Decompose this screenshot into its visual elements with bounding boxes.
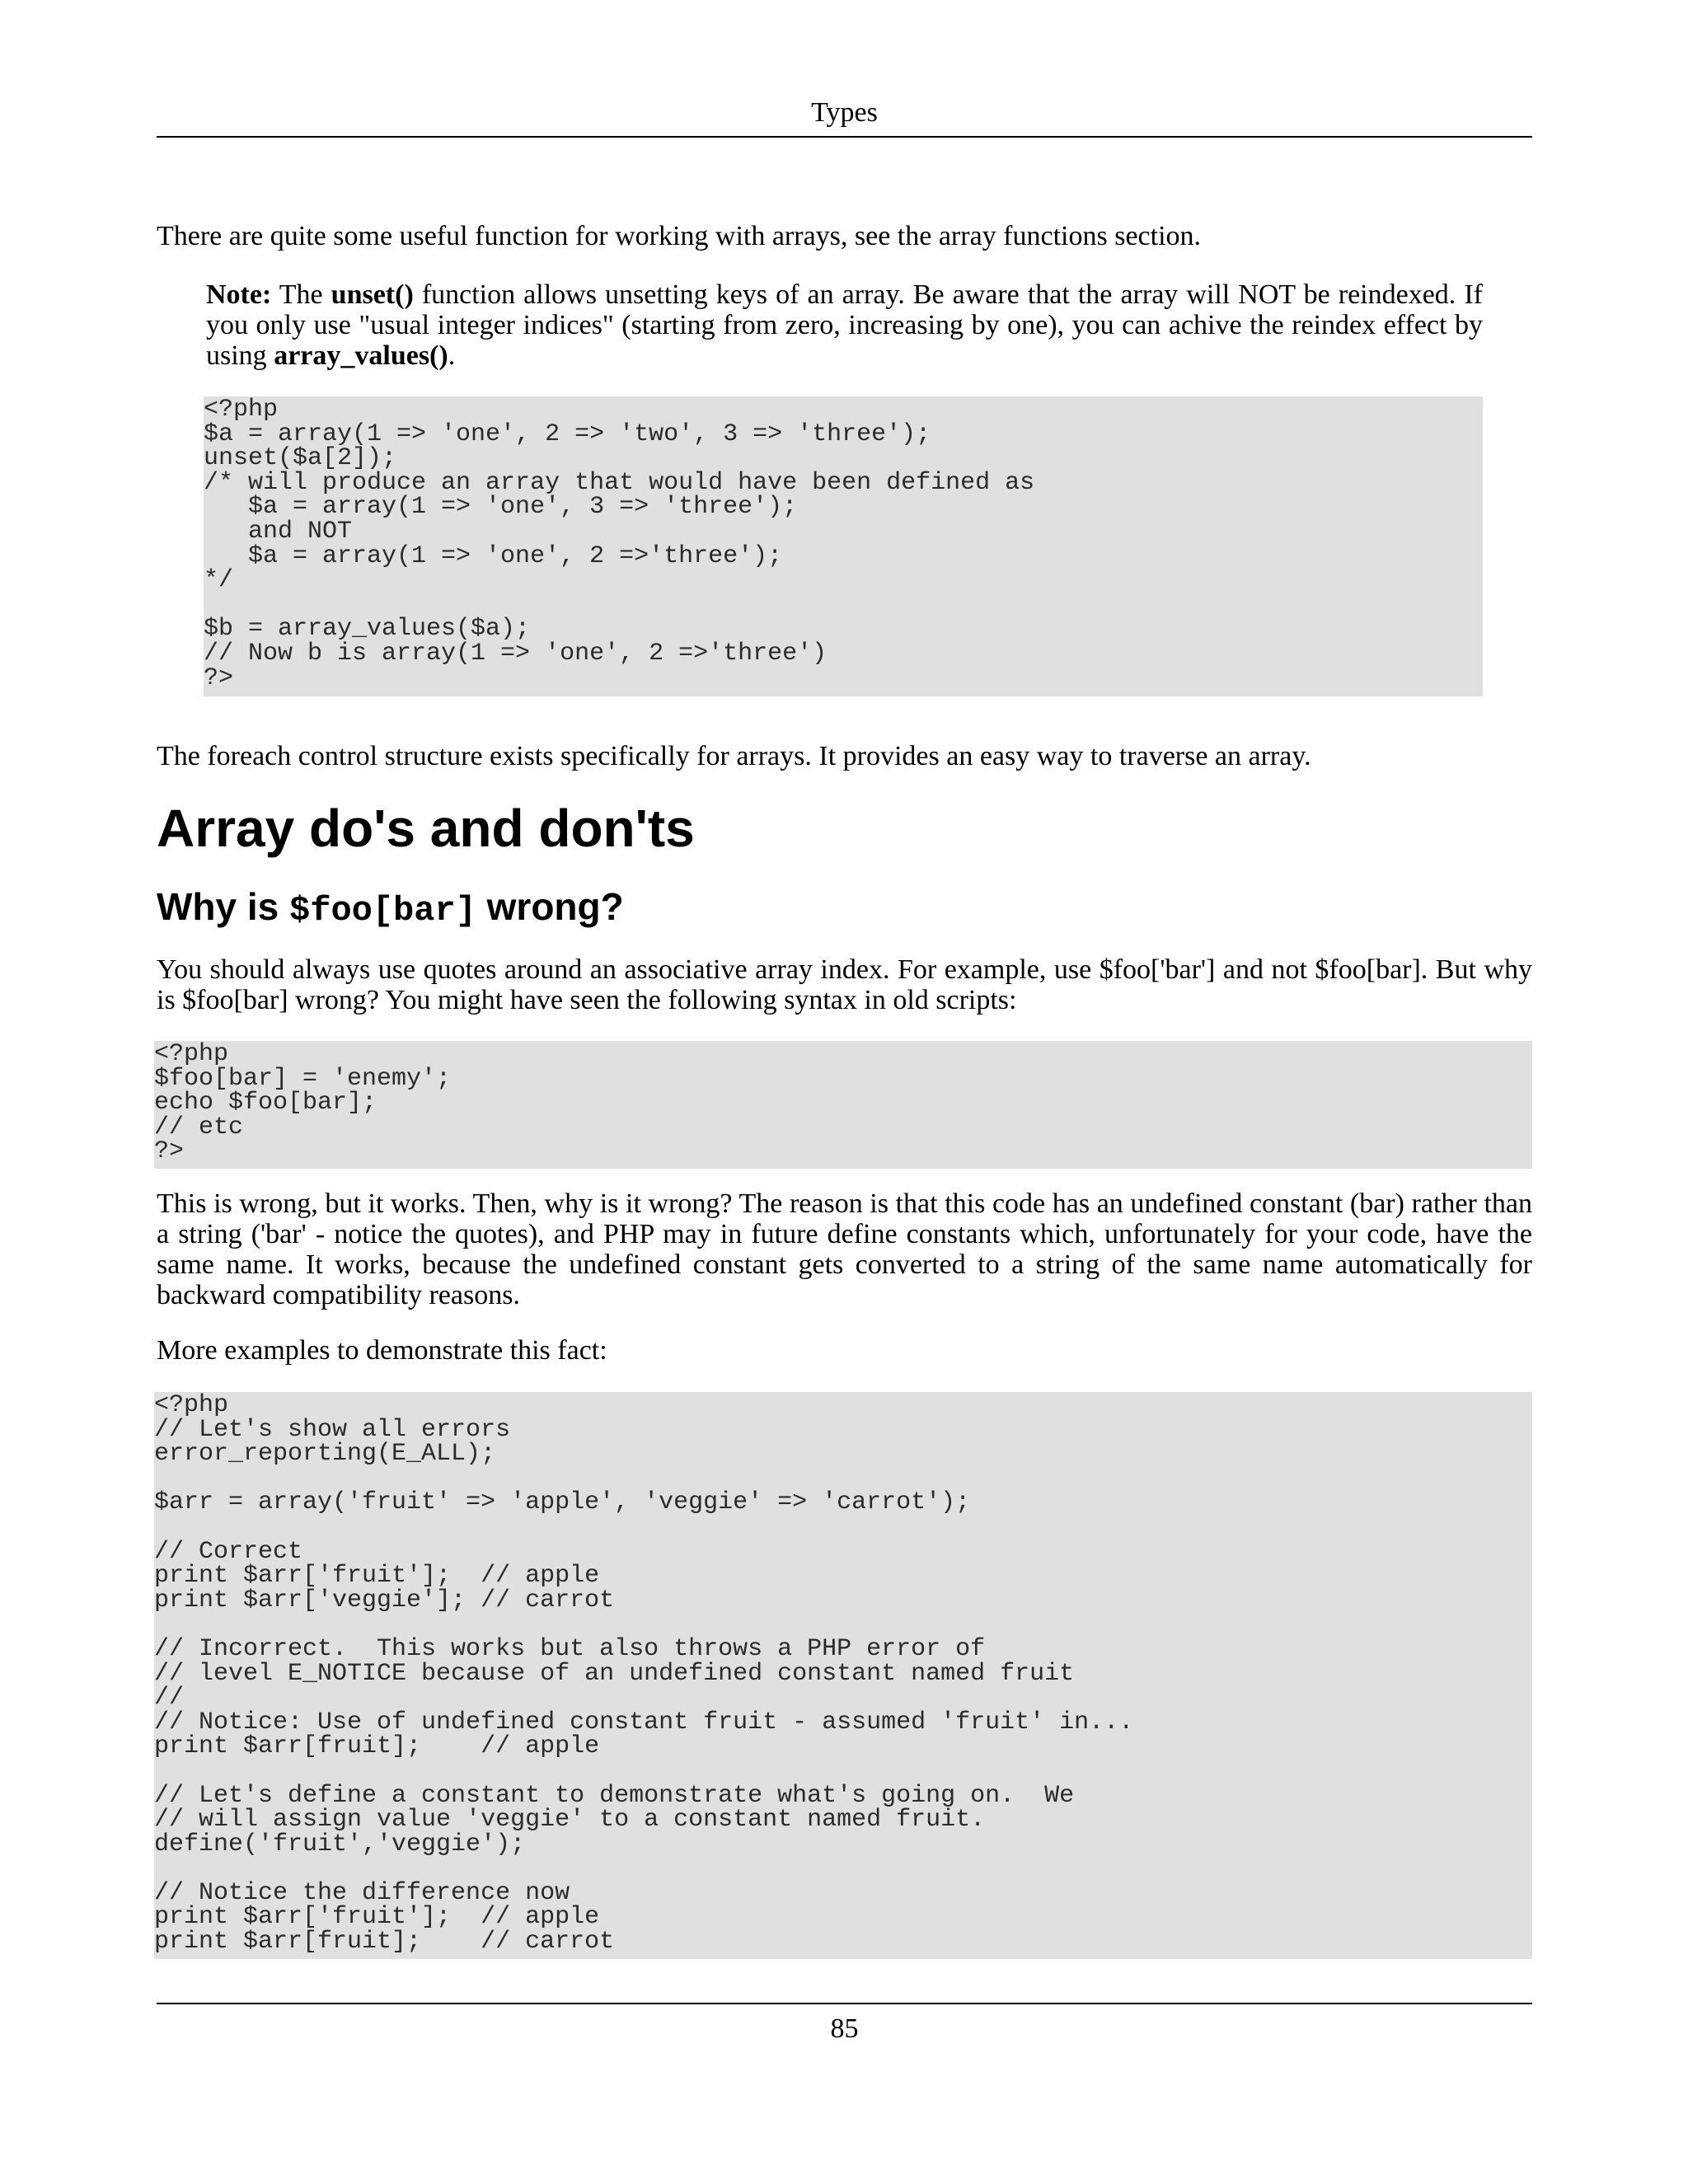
code-line: // Correct <box>154 1537 303 1566</box>
page-number: 85 <box>830 2013 859 2044</box>
code-line: $a = array(1 => 'one', 2 => 'two', 3 => 'three'); <box>204 419 931 448</box>
code-line <box>204 593 1483 618</box>
explanation-paragraph: This is wrong, but it works. Then, why is it wrong? The reason is that this code has an undefined constant (bar) rather than a string ('bar' - notice the quotes), and PHP may in future define constants which, unfortunately for your code, have the same name. It works, because the undefined constant gets converted to a string of the same name automatically for backward compatibility reasons. <box>157 1188 1532 1310</box>
foreach-paragraph: The foreach control structure exists specifically for arrays. It provides an easy way to traverse an array. <box>157 741 1311 771</box>
code-line <box>154 1613 1532 1638</box>
code-line: // Incorrect. This works but also throws a PHP error of <box>154 1634 986 1663</box>
code-line: <?php <box>154 1041 229 1068</box>
code-line: // etc <box>154 1113 244 1141</box>
subsection-suffix: wrong? <box>476 885 624 928</box>
code-line: ?> <box>154 1137 185 1166</box>
code-line <box>154 1516 1532 1540</box>
code-line <box>154 1857 1532 1882</box>
code-line: print $arr[fruit]; // apple <box>154 1732 600 1761</box>
quotes-paragraph: You should always use quotes around an associative array index. For example, use $foo['bar'] and not $foo[bar]. But why is $foo[bar] wrong? You might have seen the following syntax in old scripts: <box>157 954 1532 1015</box>
code-block-constant-example <box>154 1392 1532 1959</box>
intro-paragraph: There are quite some useful function for working with arrays, see the array functions section. <box>157 221 1202 251</box>
code-line <box>154 1467 1532 1492</box>
code-block-wrong-syntax <box>154 1041 1532 1169</box>
note-text-1: The <box>271 279 331 310</box>
code-line: print $arr[fruit]; // carrot <box>154 1928 615 1957</box>
code-line: // level E_NOTICE because of an undefined constant named fruit <box>154 1659 1075 1688</box>
subsection-code: $foo[bar] <box>289 891 476 930</box>
code-line: // Now b is array(1 => 'one', 2 =>'three') <box>204 639 828 668</box>
more-examples-paragraph: More examples to demonstrate this fact: <box>157 1335 607 1366</box>
running-header: Types <box>811 97 878 128</box>
code-line: // Let's define a constant to demonstrate what's going on. We <box>154 1781 1075 1810</box>
note-function-unset: unset() <box>331 279 414 310</box>
note-text-2: function allows unsetting keys of an array. Be aware that the array will NOT be reindexed. If you only use "usual integer indices" (starting from zero, increasing by one), you can achive the reindex effect by using <box>206 279 1483 371</box>
section-heading: Array do's and don'ts <box>157 799 695 858</box>
code-line: $b = array_values($a); <box>204 615 531 644</box>
code-line: $foo[bar] = 'enemy'; <box>154 1064 452 1093</box>
code-line: */ <box>204 566 234 595</box>
code-block-unset-example <box>204 396 1483 696</box>
code-line: define('fruit','veggie'); <box>154 1830 526 1858</box>
note-text-3: . <box>448 340 456 371</box>
code-line: and NOT <box>204 517 353 546</box>
note-label: Note: <box>206 279 272 310</box>
code-line: // will assign value 'veggie' to a constant named fruit. <box>154 1806 986 1835</box>
code-line: <?php <box>204 396 279 424</box>
code-line: // Notice: Use of undefined constant fruit - assumed 'fruit' in... <box>154 1708 1134 1736</box>
header-rule <box>157 136 1532 138</box>
code-line: print $arr['fruit']; // apple <box>154 1562 600 1591</box>
code-line: /* will produce an array that would have been defined as <box>204 468 1035 497</box>
code-line: print $arr['veggie']; // carrot <box>154 1586 615 1615</box>
code-line: $arr = array('fruit' => 'apple', 'veggie' => 'carrot'); <box>154 1488 971 1517</box>
code-line: // Let's show all errors <box>154 1415 511 1444</box>
code-line: <?php <box>154 1392 229 1419</box>
code-line <box>154 1760 1532 1784</box>
note-function-array-values: array_values() <box>274 340 448 371</box>
subsection-heading <box>157 882 624 935</box>
subsection-prefix: Why is <box>157 885 290 928</box>
note-paragraph <box>206 279 1483 371</box>
code-line: // <box>154 1684 185 1713</box>
code-line: ?> <box>204 663 234 692</box>
code-line: $a = array(1 => 'one', 2 =>'three'); <box>204 541 783 570</box>
code-line: $a = array(1 => 'one', 3 => 'three'); <box>204 493 798 522</box>
code-line: echo $foo[bar]; <box>154 1089 377 1118</box>
code-line: // Notice the difference now <box>154 1878 570 1907</box>
code-line: unset($a[2]); <box>204 444 397 473</box>
footer-rule <box>157 2003 1532 2004</box>
code-line: error_reporting(E_ALL); <box>154 1440 496 1469</box>
code-line: print $arr['fruit']; // apple <box>154 1903 600 1932</box>
